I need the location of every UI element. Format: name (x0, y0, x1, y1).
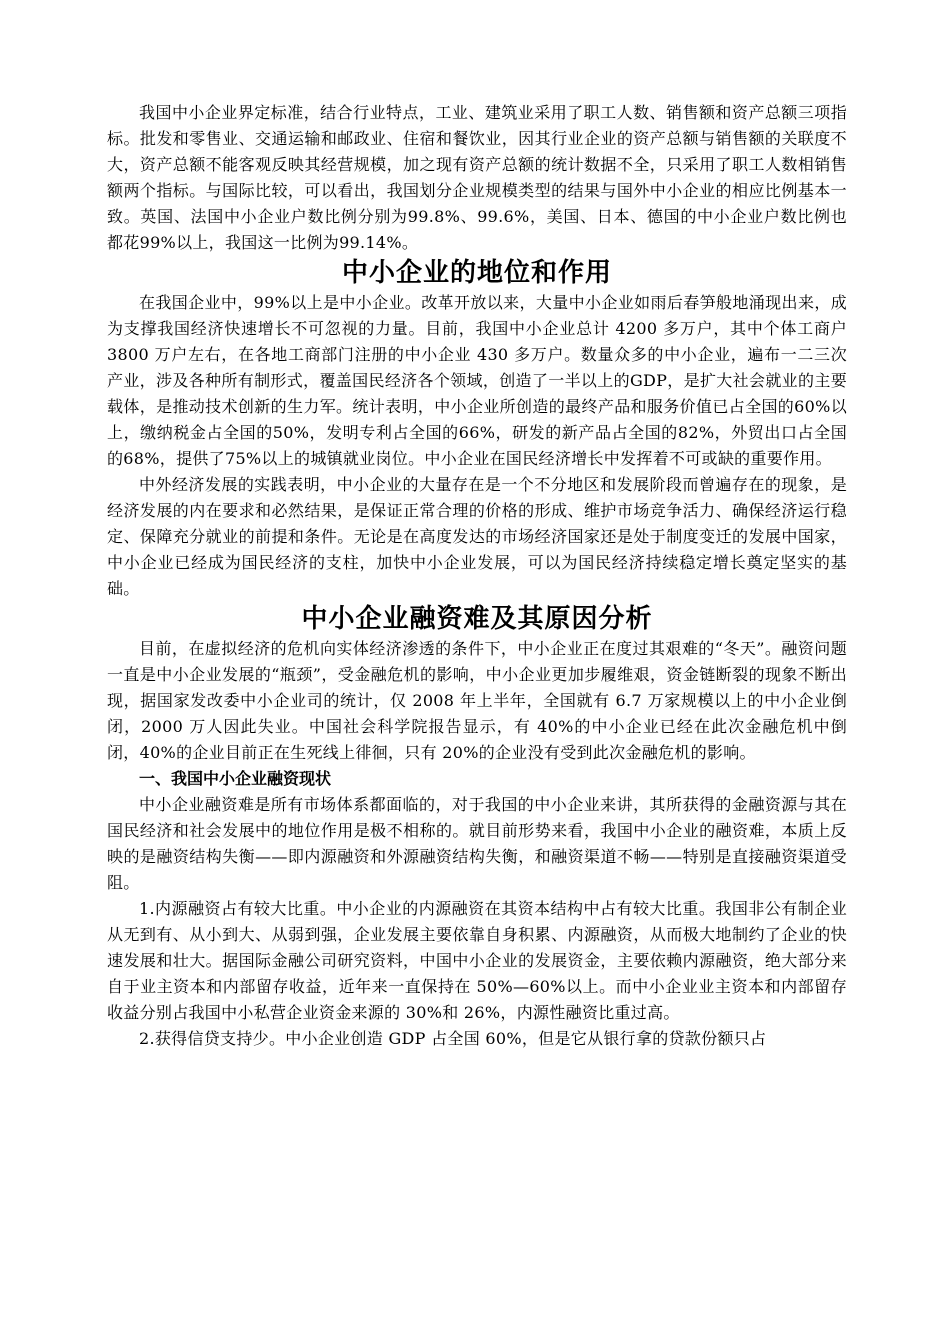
section1-paragraph: 在我国企业中，99%以上是中小企业。改革开放以来，大量中小企业如雨后春笋般地涌现出来，成为支撑我国经济快速增长不可忽视的力量。目前，我国中小企业总计 4200 多万户，其中个体工商户 3800 万户左右，在各地工商部门注册的中小企业 430 多万户。数量众多的中小企业，遍布一二三次产业，涉及各种所有制形式，覆盖国民经济各个领域，创造了一半以上的GDP，是扩大社会就业的主要载体，是推动技术创新的生力军。统计表明，中小企业所创造的最终产品和服务价值已占全国的60%以上，缴纳税金占全国的50%，发明专利占全国的66%，研发的新产品占全国的82%，外贸出口占全国的68%，提供了75%以上的城镇就业岗位。中小企业在国民经济增长中发挥着不可或缺的重要作用。 (107, 293, 847, 468)
intro-paragraph: 我国中小企业界定标准，结合行业特点，工业、建筑业采用了职工人数、销售额和资产总额三项指标。批发和零售业、交通运输和邮政业、住宿和餐饮业，因其行业企业的资产总额与销售额的关联度不大，资产总额不能客观反映其经营规模，加之现有资产总额的统计数据不全，只采用了职工人数相销售额两个指标。与国际比较，可以看出，我国划分企业规模类型的结果与国外中小企业的相应比例基本一致。英国、法国中小企业户数比例分别为99.8%、99.6%，美国、日本、德国的中小企业户数比例也都花99%以上，我国这一比例为99.14%。 (107, 103, 847, 252)
section2-paragraph: 中小企业融资难是所有市场体系都面临的，对于我国的中小企业来讲，其所获得的金融资源与其在国民经济和社会发展中的地位作用是极不相称的。就目前形势来看，我国中小企业的融资难，本质上反映的是融资结构失衡——即内源融资和外源融资结构失衡，和融资渠道不畅——特别是直接融资渠道受阻。 (107, 795, 847, 892)
section2-paragraph: 2.获得信贷支持少。中小企业创造 GDP 占全国 60%，但是它从银行拿的贷款份额只占 (139, 1029, 767, 1048)
section2-paragraph: 1.内源融资占有较大比重。中小企业的内源融资在其资本结构中占有较大比重。我国非公有制企业从无到有、从小到大、从弱到强，企业发展主要依靠自身积累、内源融资，从而极大地制约了企业的快速发展和壮大。据国际金融公司研究资料，中国中小企业的发展资金，主要依赖内源融资，绝大部分来自于业主资本和内部留存收益，近年来一直保持在 50%—60%以上。而中小企业业主资本和内部留存收益分别占我国中小私营企业资金来源的 30%和 26%，内源性融资比重过高。 (107, 899, 847, 1022)
section2-lead-paragraph: 目前，在虚拟经济的危机向实体经济渗透的条件下，中小企业正在度过其艰难的“冬天”。融资问题一直是中小企业发展的“瓶颈”，受金融危机的影响，中小企业更加步履维艰，资金链断裂的现象不断出现，据国家发改委中小企业司的统计，仅 2008 年上半年，全国就有 6.7 万家规模以上的中小企业倒闭，2000 万人因此失业。中国社会科学院报告显示，有 40%的中小企业已经在此次金融危机中倒闭，40%的企业目前正在生死线上徘徊，只有 20%的企业没有受到此次金融危机的影响。 (107, 639, 847, 762)
section-title-financing-difficulty: 中小企业融资难及其原因分析 (301, 604, 653, 634)
document-body (107, 100, 847, 1052)
section-title-status-role: 中小企业的地位和作用 (341, 258, 612, 288)
subhead-financing-status: 一、我国中小企业融资现状 (139, 769, 332, 788)
section1-paragraph: 中外经济发展的实践表明，中小企业的大量存在是一个不分地区和发展阶段而曾遍存在的现象，是经济发展的内在要求和必然结果，是保证正常合理的价格的形成、维护市场竞争活力、确保经济运行稳定、保障充分就业的前提和条件。无论是在高度发达的市场经济国家还是处于制度变迁的发展中国家，中小企业已经成为国民经济的支柱，加快中小企业发展，可以为国民经济持续稳定增长奠定坚实的基础。 (107, 475, 847, 598)
